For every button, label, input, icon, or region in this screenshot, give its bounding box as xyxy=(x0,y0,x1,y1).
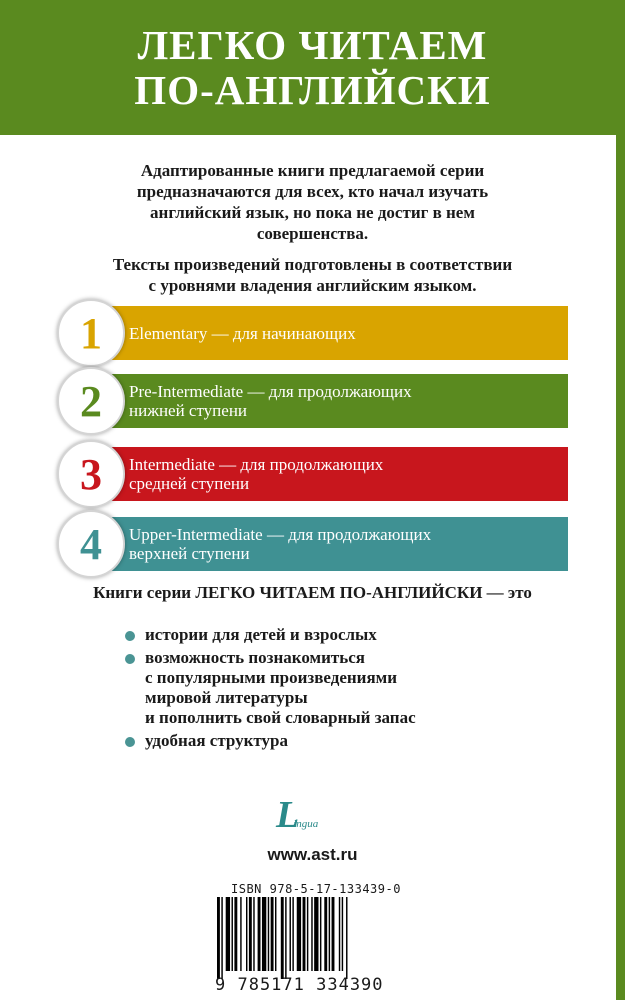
barcode-bar xyxy=(281,897,284,979)
barcode-bar xyxy=(314,897,318,971)
barcode-bar xyxy=(346,897,347,979)
level-3-number: 3 xyxy=(80,449,102,499)
barcode-bar xyxy=(290,897,291,971)
isbn-text: ISBN 978-5-17-133439-0 xyxy=(231,882,401,896)
barcode-bar xyxy=(258,897,261,971)
barcode-bar xyxy=(303,897,306,971)
barcode-bar xyxy=(329,897,330,971)
barcode-image xyxy=(215,897,397,979)
logo-letter: L xyxy=(276,794,300,836)
bullet-line: истории для детей и взрослых xyxy=(145,625,377,644)
level-3-line1: Intermediate — для продолжающих xyxy=(129,455,384,474)
bullet-line: и пополнить свой словарный запас xyxy=(145,708,416,727)
header-banner xyxy=(0,0,625,135)
barcode-bar xyxy=(253,897,254,971)
barcode-bar xyxy=(285,897,286,979)
lingua-logo xyxy=(276,793,318,837)
barcode-bar xyxy=(311,897,312,971)
level-bar-1 xyxy=(102,306,568,360)
title-line-1: ЛЕГКО ЧИТАЕМ xyxy=(137,21,488,68)
barcode-bar xyxy=(324,897,327,971)
barcode-bar xyxy=(240,897,241,971)
intro-line: с уровнями владения английским языком. xyxy=(148,276,477,295)
barcode-bar xyxy=(292,897,293,971)
level-number-1 xyxy=(57,299,125,367)
website-url: www.ast.ru xyxy=(267,845,358,864)
list-item xyxy=(125,648,416,728)
barcode-bar xyxy=(307,897,308,971)
level-3-line2: средней ступени xyxy=(129,474,250,493)
level-number-2 xyxy=(57,367,125,435)
list-item xyxy=(125,731,416,751)
series-intro: Книги серии ЛЕГКО ЧИТАЕМ ПО-АНГЛИЙСКИ — это xyxy=(93,583,532,602)
level-bar-2 xyxy=(102,374,568,428)
ean-digits: 9 785171 334390 xyxy=(215,975,384,995)
bullet-line: возможность познакомиться xyxy=(145,648,365,667)
level-2-number: 2 xyxy=(80,376,102,426)
level-2-line2: нижней ступени xyxy=(129,401,248,420)
intro-paragraph-1 xyxy=(60,160,565,244)
right-edge-stripe xyxy=(616,135,625,1000)
level-bar-4 xyxy=(102,517,568,571)
intro-text xyxy=(60,160,565,306)
level-1-number: 1 xyxy=(80,308,102,358)
level-2-line1: Pre-Intermediate — для продолжающих xyxy=(129,382,412,401)
barcode-bar xyxy=(262,897,266,971)
barcode-bar xyxy=(246,897,247,971)
list-item xyxy=(125,625,416,645)
level-4-line1: Upper-Intermediate — для продолжающих xyxy=(129,525,432,544)
intro-line: совершенства. xyxy=(256,224,369,243)
barcode-bar xyxy=(232,897,233,971)
title-line-2: ПО-АНГЛИЙСКИ xyxy=(134,66,491,113)
barcode-bar xyxy=(332,897,335,971)
barcode-bar xyxy=(339,897,340,971)
bullet-line: мировой литературы xyxy=(145,688,308,707)
barcode-bar xyxy=(297,897,301,971)
level-number-4 xyxy=(57,510,125,578)
bullet-dot-icon xyxy=(125,737,135,747)
barcode-bar xyxy=(268,897,269,971)
level-number-3 xyxy=(57,440,125,508)
bullet-line: удобная структура xyxy=(145,731,288,750)
level-bar-3 xyxy=(102,447,568,501)
intro-line: Адаптированные книги предлагаемой серии xyxy=(140,161,485,180)
intro-line: Тексты произведений подготовлены в соответствии xyxy=(112,255,513,274)
intro-paragraph-2 xyxy=(60,254,565,296)
barcode-bar xyxy=(234,897,237,971)
level-4-number: 4 xyxy=(80,519,102,569)
bullet-list xyxy=(125,625,416,754)
intro-line: английский язык, но пока не достиг в нем xyxy=(150,203,475,222)
barcode-bar xyxy=(226,897,230,971)
barcode-bar xyxy=(221,897,222,979)
barcode-bar xyxy=(275,897,276,971)
barcode-bar xyxy=(249,897,252,971)
bullet-line: с популярными произведениями xyxy=(145,668,398,687)
intro-line: предназначаются для всех, кто начал изучать xyxy=(136,182,489,201)
level-1-line1: Elementary — для начинающих xyxy=(129,323,356,343)
level-4-line2: верхней ступени xyxy=(129,544,250,563)
barcode-bar xyxy=(320,897,321,971)
bullet-dot-icon xyxy=(125,631,135,641)
barcode-bar xyxy=(271,897,274,971)
barcode-bar xyxy=(342,897,343,971)
bullet-dot-icon xyxy=(125,654,135,664)
logo-text: ingua xyxy=(293,818,319,830)
barcode-bar xyxy=(217,897,220,979)
